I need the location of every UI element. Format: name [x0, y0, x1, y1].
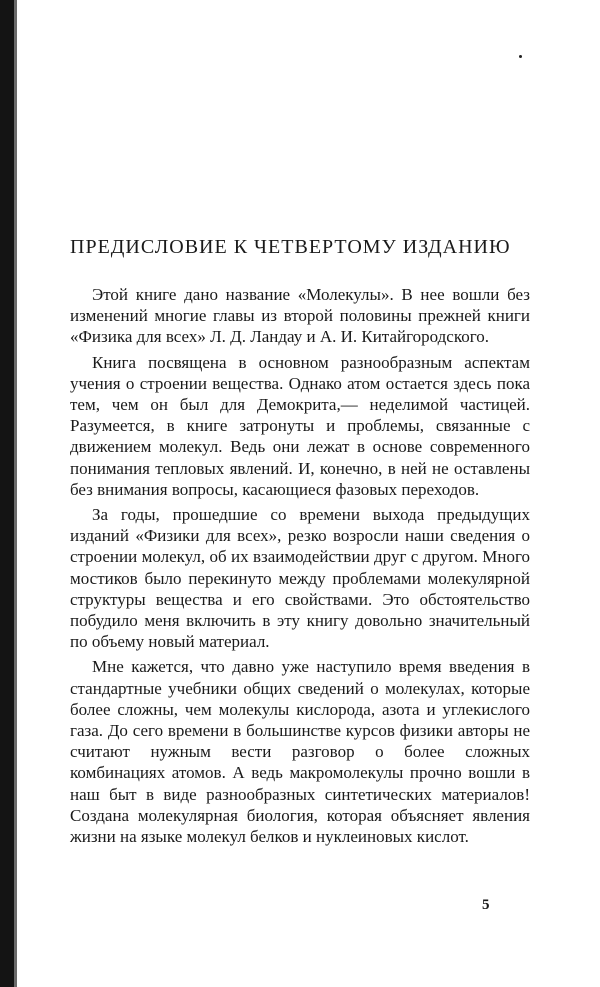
- print-speck: [519, 55, 522, 58]
- book-spine-edge: [14, 0, 17, 987]
- paragraph: Этой книге дано название «Молекулы». В нее вошли без изменений многие главы из второй половины прежней книги «Физика для всех» Л. Д. Ландау и А. И. Китайгородского.: [70, 285, 530, 347]
- paragraph: Мне кажется, что давно уже наступило время введения в стандартные учебники общих сведений о молекулах, которые более сложны, чем молекулы кислорода, азота и углекислого газа. До сего времени в большинстве курсов физики авторы не считают нужным вести разговор о более сложных комбинациях атомов. А ведь макромолекулы прочно вошли в наш быт в виде разнообразных синтетических материалов! Создана молекулярная биология, которая объясняет явления жизни на языке молекул белков и нуклеиновых кислот.: [70, 657, 530, 847]
- body-text: [70, 284, 530, 851]
- page-number: 5: [482, 897, 490, 913]
- page-title: ПРЕДИСЛОВИЕ К ЧЕТВЕРТОМУ ИЗДАНИЮ: [70, 236, 511, 258]
- book-spine-shadow: [0, 0, 14, 987]
- paragraph: Книга посвящена в основном разнообразным аспектам учения о строении вещества. Однако атом остается здесь пока тем, чем он был для Демокрита,— неделимой частицей. Разумеется, в книге затронуты и проблемы, связанные с движением молекул. Ведь они лежат в основе современного понимания тепловых явлений. И, конечно, в ней не оставлены без внимания вопросы, касающиеся фазовых переходов.: [70, 352, 530, 499]
- paragraph: За годы, прошедшие со времени выхода предыдущих изданий «Физики для всех», резко возросли наши сведения о строении молекул, об их взаимодействии друг с другом. Много мостиков было перекинуто между проблемами молекулярной структуры вещества и его свойствами. Это обстоятельство побудило меня включить в эту книгу довольно значительный по объему новый материал.: [70, 505, 530, 652]
